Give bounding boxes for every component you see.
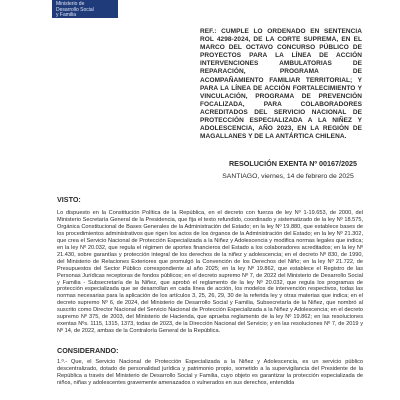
resolution-number: RESOLUCIÓN EXENTA Nº 00167/2025 [228, 159, 358, 168]
logo-line-2: Desarrollo Social [56, 6, 94, 13]
visto-heading: VISTO: [57, 195, 81, 204]
considerando-heading: CONSIDERANDO: [57, 346, 119, 355]
reference-block: REF.: CUMPLE LO ORDENADO EN SENTENCIA ROL 4298-2024, DE LA CORTE SUPREMA, EN EL MARCO DEL OCTAVO CONCURSO PÚBLICO DE PROYECTOS PARA LA LÍNEA DE ACCIÓN INTERVENCIONES AMBULATORIAS DE REPARACIÓN, PROGRAMA DE ACOMPAÑAMIENTO FAMILIAR TERRITORIAL; Y PARA LA LÍNEA DE ACCIÓN FORTALECIMIENTO Y VINCULACIÓN, PROGRAMA DE PREVENCIÓN FOCALIZADA, PARA COLABORADORES ACREDITADOS DEL SERVICIO NACIONAL DE PROTECCIÓN ESPECIALIZADA A LA NIÑEZ Y ADOLESCENCIA, AÑO 2023, EN LA REGIÓN DE MAGALLANES Y DE LA ANTÁRTICA CHILENA. [200, 28, 362, 141]
logo-line-1: Ministerio de [56, 1, 85, 7]
visto-paragraph: Lo dispuesto en la Constitución Política de la República, en el decreto con fuerza de ley Nº 1-19.653, de 2000, del Ministerio Secretaría General de la Presidencia, que fija el texto refundido, coordinado y sistematizado de la ley Nº 18.575, Orgánica Constitucional de Bases Generales de la Administración del Estado; en la ley Nº 19.880, que establece bases de los procedimientos administrativos que rigen los actos de los órganos de la Administración del Estado; en la ley Nº 21.302, que crea el Servicio Nacional de Protección Especializada a la Niñez y Adolescencia y modifica normas legales que indica; en la ley Nº 20.032, que regula el régimen de aportes financieros del Estado a los colaboradores acreditados; en la ley Nº 21.430, sobre garantías y protección integral de los derechos de la niñez y adolescencia; en el decreto Nº 830, de 1990, del Ministerio de Relaciones Exteriores que promulgó la Convención de los Derechos del Niño; en la ley Nº 21.722, de Presupuestos del Sector Público correspondiente al año 2025; en la ley Nº 19.862, que establece el Registro de las Personas Jurídicas receptoras de fondos públicos; en el decreto supremo Nº 7, de 2022 del Ministerio de Desarrollo Social y Familia - Subsecretaría de la Niñez, que aprobó el reglamento de la ley Nº 20.032, que regula los programas de protección especializada que se desarrollan en cada línea de acción, los modelos de intervención respectivos, todas las normas necesarias para la aplicación de los artículos 3, 25, 26, 29, 30 de la referida ley y otras materias que indica; en el decreto supremo Nº 6, de 2024, del Ministerio de Desarrollo Social y Familia, Subsecretaría de la Niñez, que nombró al suscrito como Director Nacional del Servicio Nacional de Protección Especializada a la Niñez y Adolescencia; en el decreto supremo Nº 375, de 2003, del Ministerio de Hacienda, que aprueba reglamento de la ley Nº 19.862; en las resoluciones exentas Nºs. 1115, 1315, 1373, todas de 2023, de la Dirección Nacional del Servicio; y en las resoluciones Nº 7, de 2019 y Nº 14, de 2022, ambas de la Contraloría General de la República. [57, 210, 363, 335]
considerando-paragraph: 1.º.- Que, el Servicio Nacional de Protección Especializada a la Niñez y Adolescencia, es un servicio público descentralizado, dotado de personalidad jurídica y patrimonio propio, sometido a la supervigilancia del Presidente de la República a través del Ministerio de Desarrollo Social y Familia, cuyo objeto es garantizar la protección especializada de niños, niñas y adolescentes gravemente amenazados o vulnerados en sus derechos, entendida [57, 359, 363, 386]
ministry-logo [52, 0, 118, 18]
resolution-date: SANTIAGO, viernes, 14 de febrero de 2025 [222, 173, 354, 180]
logo-line-3: y Familia [56, 12, 77, 18]
